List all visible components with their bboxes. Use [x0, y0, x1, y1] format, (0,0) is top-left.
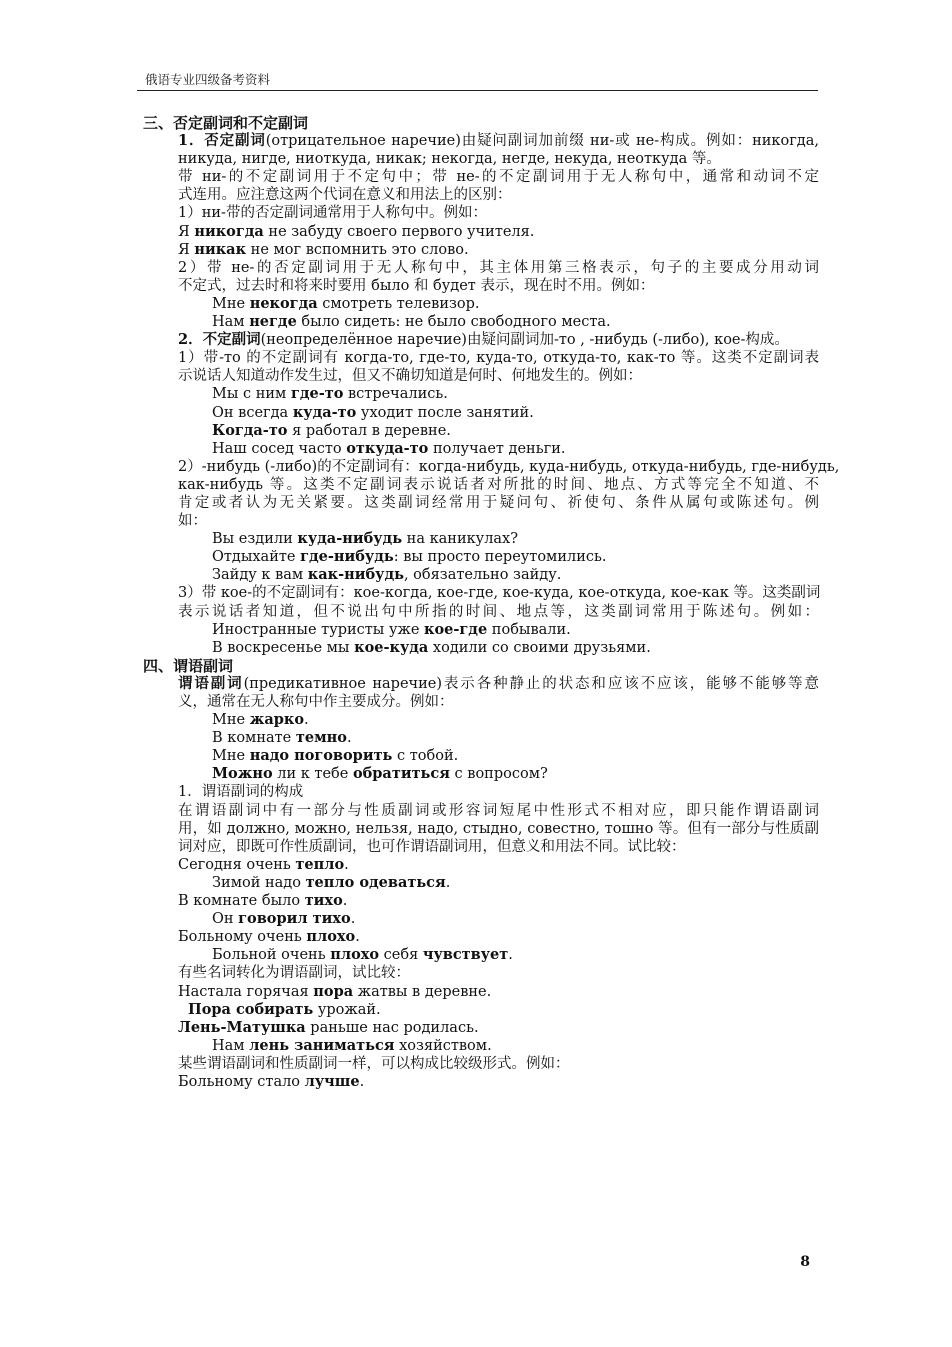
text-run: раньше нас родилась.: [305, 1019, 479, 1036]
text-line: [143, 422, 819, 440]
bold-term: обратиться: [352, 765, 450, 783]
text-run: получает деньги.: [428, 440, 566, 457]
section-heading: [143, 114, 819, 132]
text-run: В комнате: [212, 730, 296, 747]
text-run: побывали.: [487, 621, 571, 638]
text-run: Зайду к вам: [212, 567, 308, 584]
text-line: [143, 856, 819, 874]
bold-term: Пора собирать: [188, 1000, 314, 1018]
text-line: [143, 1001, 819, 1019]
text-line: [143, 693, 819, 711]
text-line: [143, 584, 819, 602]
text-line: [143, 1037, 819, 1055]
text-run: с тобой.: [392, 748, 459, 765]
text-run: Больному очень: [178, 929, 307, 946]
text-run: как-нибудь 等。这类不定副词表示说话者对所批的时间、地点、方式等完全不知道、不: [178, 476, 819, 493]
bold-term: некогда: [249, 294, 318, 312]
text-run: (отрицательное наречие)由疑问副词加前缀 ни-或 не-构成。例如：никогда,: [265, 133, 819, 150]
text-run: 示说话人知道动作发生过，但又不确切知道是何时、何地发生的。例如：: [178, 368, 642, 385]
text-run: 1．谓语副词的构成: [178, 784, 304, 801]
text-run: Он: [212, 911, 239, 928]
bold-term: чувствует: [422, 946, 509, 964]
text-run: В воскресенье мы: [212, 639, 355, 656]
text-line: [143, 783, 819, 801]
text-line: [143, 729, 819, 747]
bold-term: откуда-то: [346, 439, 429, 457]
text-line: [143, 639, 819, 657]
text-run: Больному стало: [178, 1073, 305, 1090]
bold-term: никогда: [194, 222, 264, 240]
text-line: [143, 259, 819, 277]
text-run: ли к тебе: [272, 766, 353, 783]
bold-term: Можно: [212, 765, 273, 783]
text-run: Я: [178, 241, 195, 258]
text-line: [143, 675, 819, 693]
text-line: [143, 458, 840, 476]
text-line: [143, 331, 819, 349]
text-run: 2）带 не-的否定副词用于无人称句中，其主体用第三格表示，句子的主要成分用动词: [178, 259, 819, 276]
text-run: на каникулах?: [402, 531, 519, 548]
text-line: [143, 1019, 819, 1037]
text-run: Я: [178, 223, 195, 240]
text-run: Зимой надо: [212, 874, 306, 891]
text-run: Сегодня очень: [178, 856, 296, 873]
text-line: [143, 1073, 819, 1091]
text-run: 肯定或者认为无关紧要。这类副词经常用于疑问句、祈使句、条件从属句或陈述句。例: [178, 494, 819, 511]
text-run: .: [355, 929, 360, 946]
text-run: 1）带-то 的不定副词有 когда-то, где-то, куда-то, откуда-то, как-то 等。这类不定副词表: [178, 350, 819, 367]
text-line: [143, 404, 819, 422]
bold-term: никак: [194, 240, 247, 258]
text-run: .: [346, 730, 352, 747]
bold-term: надо поговорить: [249, 747, 393, 765]
text-run: Нам: [212, 314, 250, 331]
bold-term: куда-то: [292, 403, 357, 421]
text-run: .: [445, 874, 451, 891]
text-line: [143, 186, 819, 204]
text-run: урожай.: [313, 1001, 381, 1018]
bold-term: 三、否定副词和不定副词: [143, 114, 309, 132]
bold-term: куда-нибудь: [297, 530, 403, 548]
text-run: 1）ни-带的否定副词通常用于人称句中。例如：: [178, 205, 487, 222]
bold-term: темно: [295, 729, 347, 747]
text-run: 在谓语副词中有一部分与性质副词或形容词短尾中性形式不相对应，即只能作谓语副词: [178, 802, 819, 819]
page-body: [143, 114, 840, 1091]
text-line: [143, 603, 819, 621]
text-line: [143, 349, 819, 367]
bold-term: 2．不定副词: [178, 331, 261, 349]
bold-term: где-то: [290, 385, 344, 403]
text-line: [143, 385, 819, 403]
bold-term: 1．否定副词: [178, 132, 266, 150]
text-run: 2）-нибудь (-либо)的不定副词有：когда-нибудь, куда-нибудь, откуда-нибудь, где-нибудь,: [178, 458, 840, 475]
text-run: : вы просто переутомились.: [393, 549, 607, 566]
text-line: [143, 946, 819, 964]
text-run: Вы ездили: [212, 531, 298, 548]
running-header: 俄语专业四级备考资料: [145, 72, 271, 87]
text-line: [143, 548, 819, 566]
text-run: жатвы в деревне.: [353, 983, 492, 1000]
text-line: [143, 765, 819, 783]
text-line: [143, 910, 819, 928]
text-line: [143, 512, 819, 530]
bold-term: плохо: [306, 928, 356, 946]
text-line: [143, 494, 819, 512]
text-run: 3）带 кое-的不定副词有：кое-когда, кое-где, кое-куда, кое-откуда, кое-как 等。这类副词: [178, 585, 821, 602]
text-run: Иностранные туристы уже: [212, 621, 425, 638]
bold-term: как-нибудь: [307, 566, 404, 584]
text-run: 表示说话者知道，但不说出句中所指的时间、地点等，这类副词常用于陈述句。例如：: [178, 603, 819, 620]
bold-term: пора: [313, 982, 354, 1000]
text-run: Мы с ним: [212, 386, 291, 403]
text-line: [143, 711, 819, 729]
text-line: [143, 928, 819, 946]
text-line: [143, 132, 819, 150]
text-run: смотреть телевизор.: [317, 295, 480, 312]
text-run: Настала горячая: [178, 983, 314, 1000]
text-run: Мне: [212, 748, 250, 765]
text-run: никуда, нигде, ниоткуда, никак; некогда, негде, некуда, неоткуда 等。: [178, 151, 721, 168]
text-run: 带 ни-的不定副词用于不定句中；带 не-的不定副词用于无人称句中，通常和动词不定: [178, 169, 819, 186]
text-run: не мог вспомнить это слово.: [246, 241, 469, 258]
text-run: .: [342, 893, 348, 910]
bold-term: жарко: [249, 711, 305, 729]
text-line: [143, 168, 819, 186]
text-line: [143, 313, 819, 331]
text-line: [143, 621, 819, 639]
text-run: 不定式，过去时和将来时要用 было 和 будет 表示，现在时不用。例如：: [178, 277, 655, 294]
text-run: 某些谓语副词和性质副词一样，可以构成比较级形式。例如：: [178, 1055, 570, 1072]
text-run: было сидеть: не было свободного места.: [296, 314, 611, 331]
text-run: встречались.: [343, 386, 448, 403]
text-run: Наш сосед часто: [212, 440, 347, 457]
text-line: [143, 892, 819, 910]
text-line: [143, 802, 819, 820]
text-run: 式连用。应注意这两个代词在意义和用法上的区别：: [178, 187, 512, 204]
text-run: Больной очень: [212, 947, 331, 964]
text-line: [143, 367, 819, 385]
text-run: 词对应，即既可作性质副词，也可作谓语副词用，但意义和用法不同。试比较：: [178, 838, 686, 855]
text-run: Нам: [212, 1037, 250, 1054]
text-run: .: [344, 856, 349, 873]
text-line: [143, 1055, 819, 1073]
text-run: Он всегда: [212, 404, 293, 421]
bold-term: кое-где: [424, 620, 488, 638]
text-run: .: [359, 1073, 365, 1090]
text-line: [143, 747, 819, 765]
text-run: Мне: [212, 712, 250, 729]
section-heading: [143, 657, 819, 675]
text-run: В комнате было: [178, 893, 305, 910]
text-line: [143, 530, 819, 548]
bold-term: тихо: [304, 892, 343, 910]
bold-term: плохо: [330, 946, 380, 964]
bold-term: тепло одеваться: [305, 873, 446, 891]
text-run: 义，通常在无人称句中作主要成分。例如：: [178, 694, 454, 710]
text-line: [143, 964, 819, 982]
text-run: 如：: [178, 513, 207, 530]
text-run: .: [304, 712, 309, 729]
bold-term: кое-куда: [354, 638, 429, 656]
text-line: [143, 983, 819, 1001]
text-line: [143, 874, 819, 892]
text-line: [143, 295, 819, 313]
text-run: с вопросом?: [449, 766, 548, 783]
text-run: , обязательно зайду.: [403, 567, 562, 584]
bold-term: негде: [249, 313, 297, 331]
text-run: себя: [379, 947, 423, 964]
bold-term: 四、谓语副词: [143, 656, 234, 675]
text-run: 有些名词转化为谓语副词，试比较：: [178, 965, 410, 982]
text-line: [143, 820, 819, 838]
text-run: Отдыхайте: [212, 549, 301, 566]
page-number: 8: [800, 1254, 810, 1270]
bold-term: лень заниматься: [249, 1036, 395, 1054]
bold-term: Когда-то: [212, 421, 288, 439]
text-run: (предикативное наречие)表示各种静止的状态和应该不应该，能够不能够等意: [243, 675, 820, 692]
text-line: [143, 241, 819, 259]
text-run: (неопределённое наречие)由疑问副词加-то , -нибудь (-либо), кое-构成。: [260, 332, 789, 349]
text-run: хозяйством.: [394, 1037, 492, 1054]
text-line: [143, 838, 819, 856]
text-run: не забуду своего первого учителя.: [263, 223, 535, 240]
bold-term: говорил тихо: [238, 910, 351, 928]
text-line: [143, 476, 819, 494]
bold-term: где-нибудь: [300, 548, 394, 566]
bold-term: тепло: [295, 855, 345, 873]
bold-term: Лень-Матушка: [178, 1018, 306, 1036]
text-line: [143, 223, 819, 241]
text-run: .: [508, 947, 513, 964]
text-run: ходили со своими друзьями.: [428, 639, 651, 656]
text-line: [143, 150, 819, 168]
bold-term: лучше: [304, 1072, 360, 1090]
header-rule: [137, 90, 818, 91]
text-run: уходит после занятий.: [356, 404, 534, 421]
bold-term: 谓语副词: [178, 674, 244, 692]
text-line: [143, 204, 819, 222]
text-run: я работал в деревне.: [287, 422, 451, 439]
text-line: [143, 440, 819, 458]
text-run: Мне: [212, 295, 250, 312]
text-run: 用，如 должно, можно, нельзя, надо, стыдно, совестно, тошно 等。但有一部分与性质副: [178, 820, 819, 837]
text-run: .: [350, 911, 356, 928]
text-line: [143, 566, 819, 584]
text-line: [143, 277, 819, 295]
